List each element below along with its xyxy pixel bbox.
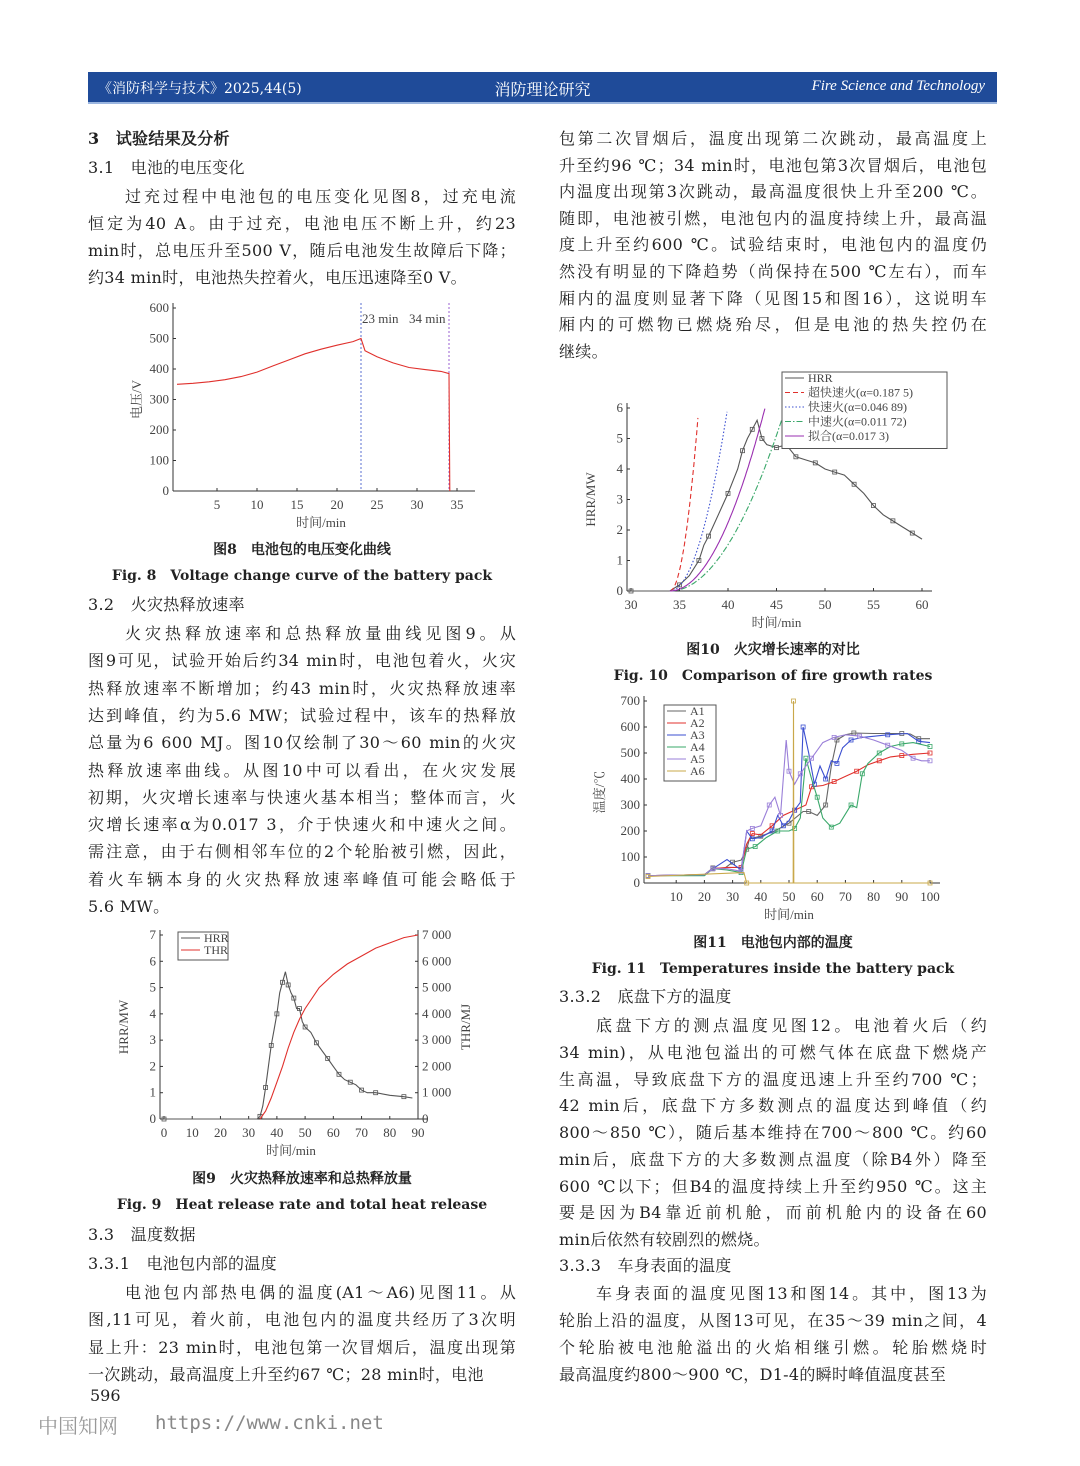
series-line [670, 409, 765, 591]
y-tick-label: 0 [162, 483, 169, 498]
legend-label: A4 [690, 740, 705, 754]
y2-tick-label: 6 000 [422, 953, 452, 969]
paragraph-line: 然没有明显的下降趋势（尚保持在500 ℃左右），而车 [559, 262, 987, 281]
y-tick-label: 400 [620, 771, 640, 786]
y-tick-label: 7 [149, 927, 156, 942]
paragraph-line: 热释放速率不断增加；约43 min时，火灾热释放速率 [88, 678, 516, 698]
legend-label: A1 [690, 704, 705, 718]
fig11-caption-en: Fig. 11 Temperatures inside the battery pack [591, 961, 955, 977]
paragraph-line: 图9可见，试验开始后约34 min时，电池包着火，火灾 [88, 651, 516, 671]
y-tick-label: 4 [149, 1005, 156, 1021]
fig10-growth-rate-chart [583, 368, 960, 633]
y-tick-label: 2 [149, 1058, 156, 1074]
fig9-caption-cn: 图9 火灾热释放速率和总热释放量 [192, 1171, 412, 1187]
x-tick-label: 50 [298, 1125, 312, 1140]
paragraph-line: 轮胎上沿的温度，从图13可见，在35～39 min之间，4 [559, 1311, 987, 1330]
paragraph-line: 升至约96 ℃；34 min时，电池包第3次冒烟后，电池包 [559, 155, 987, 175]
subsection-heading: 3.3.2 底盘下方的温度 [559, 987, 732, 1006]
x-tick-label: 45 [770, 597, 783, 612]
y-axis-label: HRR/MW [116, 999, 131, 1055]
section-heading: 3 试验结果及分析 [88, 129, 230, 148]
y-tick-label: 200 [149, 422, 169, 437]
x-tick-label: 30 [624, 597, 638, 612]
paragraph-line: 图,11可见，着火前，电池包内的温度共经历了3次明 [88, 1310, 516, 1330]
journal-name-en: Fire Science and Technology [811, 78, 985, 94]
paragraph-line: 热释放速率曲线。从图10中可以看出，在火灾发展 [88, 760, 516, 780]
journal-name: 《消防科学与技术》2025,44(5) [98, 81, 302, 97]
y2-tick-label: 1 000 [422, 1084, 452, 1100]
paragraph-line: min后，底盘下方的大多数测点温度（除B4外）降至 [559, 1149, 987, 1169]
paragraph-line: 需注意，由于右侧相邻车位的2个轮胎被引燃，因此， [88, 842, 516, 862]
y2-tick-label: 5 000 [422, 979, 452, 995]
paragraph-line: 800～850 ℃），随后基本维持在700～800 ℃。约60 [559, 1123, 987, 1142]
x-tick-label: 40 [754, 889, 768, 904]
paragraph-line: 电池包内部热电偶的温度(A1～A6)见图11。从 [125, 1283, 516, 1302]
y2-tick-label: 4 000 [422, 1005, 452, 1021]
subsection-heading: 3.1 电池的电压变化 [88, 158, 245, 177]
y-tick-label: 4 [616, 461, 623, 476]
x-tick-label: 40 [721, 597, 735, 612]
y-tick-label: 500 [149, 330, 169, 346]
x-tick-label: 70 [838, 889, 852, 904]
legend-label: 拟合(α=0.017 3) [808, 429, 890, 443]
paragraph-line: 底盘下方的测点温度见图12。电池着火后（约 [596, 1016, 987, 1035]
series-line [670, 412, 727, 591]
fig11-caption-cn: 图11 电池包内部的温度 [693, 935, 853, 951]
y-tick-label: 2 [616, 522, 623, 537]
x-tick-label: 35 [673, 597, 686, 612]
journal-header [88, 72, 997, 104]
paragraph-line: 灾增长速率α为0.017 3，介于快速火和中速火之间。 [88, 815, 516, 835]
legend-label: 超快速火(α=0.187 5) [808, 385, 914, 400]
fig8-caption-cn: 图8 电池包的电压变化曲线 [213, 542, 391, 558]
paragraph-line: 约34 min时，电池热失控着火，电压迅速降至0 V。 [88, 268, 467, 288]
x-tick-label: 90 [411, 1125, 425, 1140]
y-tick-label: 1 [616, 552, 623, 568]
legend-label: THR [204, 943, 228, 957]
x-tick-label: 20 [213, 1125, 227, 1140]
x-tick-label: 60 [326, 1125, 340, 1140]
y-tick-label: 5 [149, 979, 156, 995]
y2-tick-label: 2 000 [422, 1058, 452, 1074]
page-number: 596 [90, 1386, 121, 1405]
x-tick-label: 30 [410, 497, 424, 512]
fig9-hrr-thr-chart [116, 922, 520, 1167]
cnki-url[interactable]: https://www.cnki.net [155, 1412, 384, 1434]
x-tick-label: 20 [697, 889, 711, 904]
x-axis-label: 时间/min [751, 615, 802, 630]
x-axis-label: 时间/min [764, 907, 814, 922]
x-tick-label: 10 [250, 497, 264, 512]
y-axis-label: 电压/V [129, 379, 144, 420]
x-tick-label: 100 [920, 889, 940, 904]
annotation-label: 34 min [409, 311, 446, 326]
paragraph-line: 随即，电池被引燃，电池包内的温度持续上升，最高温 [559, 208, 987, 228]
paragraph-line: 恒定为40 A。由于过充，电池电压不断上升，约23 [88, 214, 516, 234]
y-axis-label: HRR/MW [583, 472, 598, 527]
x-tick-label: 80 [383, 1125, 397, 1140]
y-tick-label: 100 [149, 452, 169, 468]
x-tick-label: 10 [185, 1125, 199, 1140]
x-tick-label: 0 [160, 1125, 168, 1140]
paragraph-line: min后依然有较剧烈的燃烧。 [559, 1230, 770, 1249]
x-tick-label: 20 [330, 497, 344, 512]
x-tick-label: 30 [242, 1125, 256, 1140]
subsection-heading: 3.2 火灾热释放速率 [88, 595, 245, 614]
paragraph-line: 生高温，导致底盘下方的温度迅速上升至约700 ℃； [559, 1069, 987, 1089]
fig10-caption-en: Fig. 10 Comparison of fire growth rates [613, 668, 933, 684]
x-tick-label: 5 [213, 497, 221, 512]
fig11-temperature-chart [590, 690, 955, 925]
y-tick-label: 300 [620, 797, 640, 812]
x-tick-label: 90 [895, 889, 909, 904]
y-tick-label: 0 [633, 875, 640, 890]
paragraph-line: 厢内的温度则显著下降（见图15和图16），这说明车 [559, 288, 987, 308]
fig10-caption-cn: 图10 火灾增长速率的对比 [686, 642, 860, 658]
y-tick-label: 200 [620, 823, 640, 838]
paragraph-line: 着火车辆本身的火灾热释放速率峰值可能会略低于 [88, 869, 516, 889]
paragraph-line: 要是因为B4靠近前机舱，而前机舱内的设备在60 [559, 1203, 987, 1223]
cnki-watermark: 中国知网 [38, 1414, 118, 1438]
paragraph-line: 一次跳动，最高温度上升至约67 ℃；28 min时，电池 [88, 1364, 484, 1384]
x-tick-label: 70 [355, 1125, 369, 1140]
y-tick-label: 3 [149, 1032, 156, 1048]
paragraph-line: 继续。 [559, 341, 608, 361]
paragraph-line: 个轮胎被电池舱溢出的火焰相继引燃。轮胎燃烧时 [559, 1338, 987, 1357]
paragraph-line: 显上升：23 min时，电池包第一次冒烟后，温度出现第 [88, 1337, 516, 1357]
paragraph-line: 最高温度约800～900 ℃，D1-4的瞬时峰值温度甚至 [559, 1365, 947, 1384]
y-tick-label: 600 [620, 719, 640, 734]
y2-axis-label: THR/MJ [458, 1003, 473, 1051]
y-tick-label: 400 [149, 361, 169, 376]
x-tick-label: 60 [915, 597, 929, 612]
series-line [670, 418, 698, 591]
annotation-label: 23 min [362, 311, 399, 326]
series-line [164, 972, 412, 1119]
y2-tick-label: 7 000 [422, 927, 452, 942]
x-tick-label: 80 [867, 889, 881, 904]
paragraph-line: 达到峰值，约为5.6 MW；试验过程中，该车的热释放 [88, 705, 516, 725]
legend-label: A3 [690, 728, 705, 742]
fig8-voltage-chart [120, 295, 520, 535]
y-tick-label: 3 [616, 491, 623, 507]
y2-tick-label: 3 000 [422, 1032, 452, 1048]
section-name: 消防理论研究 [494, 80, 591, 99]
x-tick-label: 55 [867, 597, 880, 612]
x-tick-label: 50 [818, 597, 832, 612]
y-tick-label: 100 [620, 849, 640, 864]
legend-label: HRR [808, 371, 833, 385]
x-tick-label: 40 [270, 1125, 284, 1140]
paragraph-line: 34 min)，从电池包溢出的可燃气体在底盘下燃烧产 [559, 1042, 987, 1062]
legend-label: A2 [690, 716, 705, 730]
subsection-heading: 3.3 温度数据 [88, 1225, 196, 1244]
paragraph-line: 火灾热释放速率和总热释放量曲线见图9。从 [125, 624, 516, 643]
paragraph-line: 内温度出现第3次跳动，最高温度很快上升至200 ℃。 [559, 182, 987, 202]
paragraph-line: 总量为6 600 MJ。图10仅绘制了30～60 min的火灾 [88, 733, 516, 753]
paragraph-line: 度上升至约600 ℃。试验结束时，电池包内的温度仍 [559, 235, 987, 255]
y-tick-label: 600 [149, 300, 169, 315]
y-tick-label: 700 [620, 693, 640, 708]
paragraph-line: 42 min后，底盘下方多数测点的温度达到峰值（约 [559, 1096, 987, 1116]
series-line [670, 409, 785, 591]
x-tick-label: 25 [370, 497, 384, 512]
y2-tick-label: 0 [422, 1111, 429, 1126]
series-line [260, 935, 418, 1119]
x-tick-label: 35 [450, 497, 464, 512]
paragraph-line: 初期，火灾增长速率与快速火基本相当；整体而言，火 [88, 787, 516, 807]
legend-label: A5 [690, 752, 705, 766]
fig9-caption-en: Fig. 9 Heat release rate and total heat release [116, 1197, 488, 1213]
x-axis-label: 时间/min [296, 515, 346, 530]
subsection-heading: 3.3.1 电池包内部的温度 [88, 1254, 277, 1273]
paragraph-line: 厢内的可燃物已燃烧殆尽，但是电池的热失控仍在 [559, 315, 987, 335]
paragraph-line: 5.6 MW。 [88, 897, 170, 916]
legend-label: A6 [690, 764, 705, 778]
paragraph-line: 包第二次冒烟后，温度出现第二次跳动，最高温度上 [559, 129, 987, 148]
y-tick-label: 300 [149, 391, 169, 407]
paragraph-line: 过充过程中电池包的电压变化见图8，过充电流 [125, 187, 516, 206]
x-tick-label: 15 [290, 497, 304, 512]
paragraph-line: min时，总电压升至500 V，随后电池发生故障后下降； [88, 241, 516, 261]
y-axis-label: 温度/℃ [592, 770, 607, 814]
series-line [177, 339, 450, 492]
legend-label: 快速火(α=0.046 89) [808, 400, 908, 414]
x-axis-label: 时间/min [266, 1143, 316, 1158]
x-tick-label: 50 [782, 889, 796, 904]
legend-label: 中速火(α=0.011 72) [808, 414, 907, 429]
y-tick-label: 6 [149, 953, 156, 969]
fig8-caption-en: Fig. 8 Voltage change curve of the battery pack [111, 568, 493, 584]
subsection-heading: 3.3.3 车身表面的温度 [559, 1256, 732, 1275]
paragraph-line: 车身表面的温度见图13和图14。其中，图13为 [596, 1284, 987, 1303]
legend-label: HRR [204, 931, 229, 945]
y-tick-label: 5 [616, 430, 623, 446]
y-tick-label: 500 [620, 745, 640, 760]
y-tick-label: 6 [616, 400, 623, 415]
y-tick-label: 0 [616, 583, 623, 598]
x-tick-label: 10 [669, 889, 683, 904]
x-tick-label: 60 [810, 889, 824, 904]
paragraph-line: 600 ℃以下；但B4的温度持续上升至约950 ℃。这主 [559, 1176, 987, 1196]
y-tick-label: 1 [149, 1084, 156, 1100]
x-tick-label: 30 [726, 889, 740, 904]
y-tick-label: 0 [149, 1111, 156, 1126]
